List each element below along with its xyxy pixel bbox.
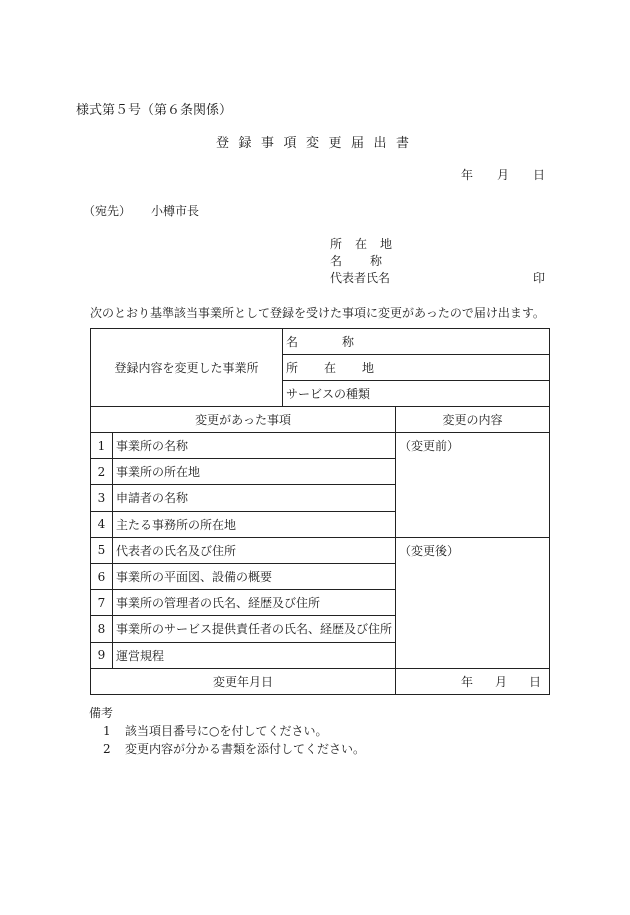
form-label: 様式第５号（第６条関係） <box>76 103 233 118</box>
intro-text: 次のとおり基準該当事業所として登録を受けた事項に変更があったので届け出ます。 <box>90 306 545 320</box>
remark-number: 2 <box>103 742 111 756</box>
item-number: 2 <box>91 459 113 485</box>
addressee-name: 小樽市長 <box>151 204 200 218</box>
item-label: 主たる事務所の所在地 <box>113 511 396 537</box>
change-content-header: 変更の内容 <box>396 407 550 433</box>
remark-text: 該当項目番号に○を付してください。 <box>125 724 328 738</box>
remark-item <box>103 722 327 739</box>
item-number: 9 <box>91 642 113 668</box>
item-label: 事業所の管理者の氏名、経歴及び住所 <box>113 590 396 616</box>
remarks-title: 備考 <box>89 706 114 720</box>
submission-date <box>461 166 545 183</box>
addressee <box>83 202 199 219</box>
item-number: 1 <box>91 433 113 459</box>
item-label: 事業所の所在地 <box>113 459 396 485</box>
remark-number: 1 <box>103 724 111 738</box>
remark-text: 変更内容が分かる書類を添付してください。 <box>125 742 366 756</box>
item-number: 7 <box>91 590 113 616</box>
change-date-label: 変更年月日 <box>91 668 396 694</box>
change-date-value: 年 月 日 <box>396 668 550 694</box>
seal-mark: 印 <box>533 271 546 285</box>
remark-item <box>103 740 365 757</box>
applicant-representative-label: 代表者氏名 <box>330 271 391 285</box>
date-year-label: 年 <box>461 168 474 182</box>
facility-address-label: 所在地 <box>283 355 550 381</box>
item-label: 事業所のサービス提供責任者の氏名、経歴及び住所 <box>113 616 396 642</box>
changed-items-header: 変更があった事項 <box>91 407 396 433</box>
date-day-label: 日 <box>533 168 546 182</box>
document-title: 登録事項変更届出書 <box>216 136 419 151</box>
after-change-cell: （変更後） <box>396 537 550 668</box>
item-number: 4 <box>91 511 113 537</box>
applicant-address-label: 所在地 <box>330 237 406 251</box>
addressee-prefix: （宛先） <box>83 204 132 218</box>
item-number: 5 <box>91 537 113 563</box>
item-label: 事業所の名称 <box>113 433 396 459</box>
facility-service-label: サービスの種類 <box>283 381 550 407</box>
facility-name-label: 名称 <box>283 329 550 355</box>
before-change-cell: （変更前） <box>396 433 550 538</box>
change-report-table <box>90 328 550 695</box>
item-number: 3 <box>91 485 113 511</box>
item-label: 運営規程 <box>113 642 396 668</box>
applicant-name-label: 名称 <box>330 254 411 268</box>
date-month-label: 月 <box>497 168 510 182</box>
item-label: 代表者の氏名及び住所 <box>113 537 396 563</box>
item-number: 6 <box>91 563 113 589</box>
item-label: 申請者の名称 <box>113 485 396 511</box>
item-label: 事業所の平面図、設備の概要 <box>113 563 396 589</box>
item-number: 8 <box>91 616 113 642</box>
facility-header: 登録内容を変更した事業所 <box>91 329 283 407</box>
